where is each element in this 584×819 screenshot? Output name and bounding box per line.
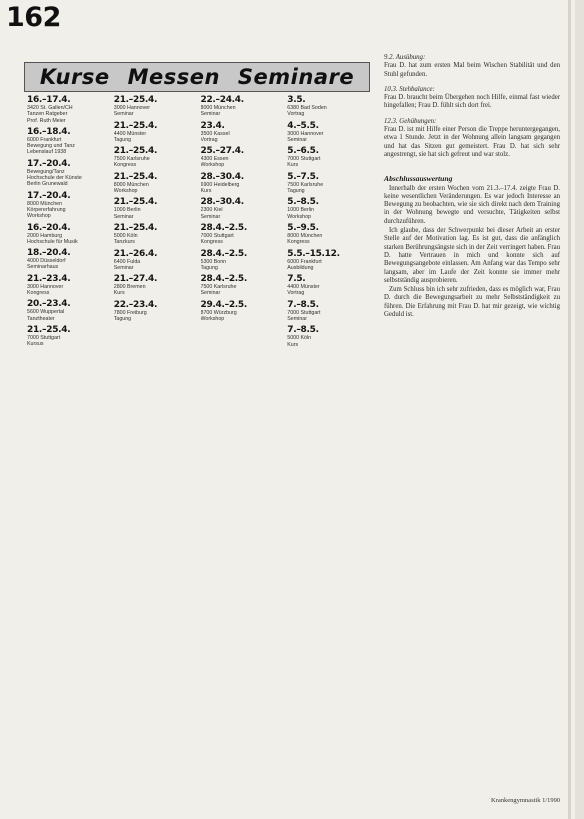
event-detail: Berlin Grunewald xyxy=(27,181,68,188)
event-date: 4.–5.5. xyxy=(287,120,319,131)
note-text: Frau D. ist mit Hilfe einer Person die Treppe heruntergegangen, etwa 1 Stunde. Jetzt in der Wohnung allein langsam gegangen und hat das Sitzen gut gemeistert. Frau D. hat sich sehr angestrengt, sie hat sich gefreut und war stolz. xyxy=(384,126,560,158)
event-detail: Tagung xyxy=(287,188,305,195)
note-label: 12.3. Gehübungen: xyxy=(384,117,437,125)
event-date: 21.–26.4. xyxy=(113,248,158,259)
event-entry xyxy=(287,223,371,246)
progress-notes xyxy=(384,54,560,159)
event-entry xyxy=(287,325,371,348)
event-date: 21.–25.4. xyxy=(113,95,158,105)
listing-column xyxy=(287,95,371,805)
event-date: 28.–30.4. xyxy=(200,197,244,208)
event-entry xyxy=(114,95,198,118)
event-detail: Kurs xyxy=(200,188,212,195)
event-date: 5.–7.5. xyxy=(287,171,319,182)
event-entry xyxy=(114,274,198,297)
event-date: 7.–8.5. xyxy=(287,299,319,310)
note-label: 10.3. Stehbalance: xyxy=(384,85,435,93)
event-detail: Tagung xyxy=(200,264,218,271)
event-detail: 7500 Karlsruhe xyxy=(113,156,150,163)
event-detail: 5000 Köln xyxy=(287,335,312,342)
event-date: 21.–25.4. xyxy=(27,324,71,335)
event-detail: Kongress xyxy=(287,239,310,246)
event-detail: Kongress xyxy=(200,239,223,246)
event-detail: 2800 Bremen xyxy=(113,284,146,291)
event-date: 17.–20.4. xyxy=(27,158,71,169)
event-date: 21.–25.4. xyxy=(113,146,158,157)
event-date: 28.–30.4. xyxy=(200,171,244,182)
event-date: 21.–27.4. xyxy=(113,274,158,285)
note-1 xyxy=(384,86,560,111)
event-date: 16.–17.4. xyxy=(27,95,71,105)
event-detail: 7800 Freiburg xyxy=(113,309,147,316)
page-footer: Krankengymnastik 1/1990 xyxy=(491,797,561,804)
article-paragraph: Zum Schluss bin ich sehr zufrieden, dass es möglich war, Frau D. durch die Bewegungsarbeit zu mehr Selbstständigkeit zu führen. Die Erfahrung mit Frau D. hat mir gezeigt, wie wichtig Geduld ist. xyxy=(384,286,560,319)
event-entry xyxy=(114,172,198,195)
event-detail: 7500 Karlsruhe xyxy=(200,284,237,291)
event-detail: Ausbildung xyxy=(287,264,314,271)
scan-edge xyxy=(568,0,571,819)
note-2 xyxy=(384,118,560,159)
event-entry xyxy=(27,248,111,271)
banner-word-kurse: Kurse xyxy=(39,65,110,89)
event-date: 16.–18.4. xyxy=(27,126,71,137)
event-detail: 3420 St. Gallen/CH xyxy=(27,105,73,111)
event-detail: 5300 Bonn xyxy=(200,258,227,265)
event-detail: Seminar xyxy=(287,136,307,143)
event-detail: 4400 Münster xyxy=(287,284,320,291)
event-entry xyxy=(287,274,371,297)
event-entry xyxy=(201,197,285,220)
event-detail: Körpererfahrung xyxy=(27,206,66,213)
article-paragraph: Innerhalb der ersten Wochen vom 21.3.–17.4. zeigte Frau D. keine wesentlichen Veränderungen. Es war jedoch Interesse an Bewegung zu beobachten, wie sie sich direkt nach dem Training in der Wohnung bewegte und versuchte, Tätigkeiten selbst durchzuführen. xyxy=(384,184,560,225)
event-detail: Seminar xyxy=(113,213,134,220)
event-date: 5.–8.5. xyxy=(287,197,319,208)
event-date: 7.5. xyxy=(287,274,306,285)
article-heading: Abschlussauswertung xyxy=(384,174,453,184)
event-entry xyxy=(287,172,371,195)
event-entry xyxy=(27,325,111,348)
event-detail: 7000 Stuttgart xyxy=(27,334,61,341)
listing-column xyxy=(201,95,285,805)
event-detail: Workshop xyxy=(287,213,311,220)
event-entry xyxy=(114,223,198,246)
event-date: 7.–8.5. xyxy=(287,325,319,336)
event-date: 17.–20.4. xyxy=(27,190,71,201)
event-date: 25.–27.4. xyxy=(200,146,244,157)
event-detail: Tanzen Ratgeber xyxy=(27,111,68,118)
event-detail: Kurs xyxy=(113,290,125,297)
event-entry xyxy=(27,127,111,156)
event-detail: Prof. Ruth Meier xyxy=(27,117,66,124)
event-entry xyxy=(201,146,285,169)
event-detail: 7000 Stuttgart xyxy=(287,156,321,163)
event-entry xyxy=(287,95,371,118)
event-detail: Workshop xyxy=(113,188,138,195)
event-entry xyxy=(201,249,285,272)
event-detail: Vortrag xyxy=(287,111,305,118)
event-detail: 4300 Essen xyxy=(200,156,229,163)
event-entry xyxy=(201,172,285,195)
event-detail: Workshop xyxy=(200,162,225,169)
event-detail: 6400 Fulda xyxy=(113,258,141,265)
note-0 xyxy=(384,54,560,79)
event-detail: Tanztheater xyxy=(27,315,55,322)
event-entry xyxy=(287,146,371,169)
banner-word-messen: Messen xyxy=(127,65,220,89)
event-entry xyxy=(287,249,371,272)
note-label: 9.2. Ausübung: xyxy=(384,54,426,61)
event-detail: Workshop xyxy=(27,213,51,220)
event-date: 21.–25.4. xyxy=(113,171,158,182)
event-date: 5.–9.5. xyxy=(287,222,319,233)
event-detail: Seminar xyxy=(113,264,134,271)
event-detail: 6380 Bad Soden xyxy=(287,105,327,111)
event-entry xyxy=(201,300,285,323)
event-date: 5.–6.5. xyxy=(287,146,319,157)
event-date: 28.4.–2.5. xyxy=(200,248,247,259)
event-entry xyxy=(201,95,285,118)
event-detail: Bewegung/Tanz xyxy=(27,168,65,175)
event-entry xyxy=(201,121,285,144)
event-detail: Kongress xyxy=(113,162,137,169)
event-detail: 4000 Düsseldorf xyxy=(27,258,66,265)
event-date: 16.–20.4. xyxy=(27,222,71,233)
event-detail: Seminar xyxy=(200,213,221,220)
article-body xyxy=(384,185,560,320)
event-detail: 2000 Hamburg xyxy=(27,232,63,239)
event-detail: Tagung xyxy=(113,316,132,323)
event-entry xyxy=(27,299,111,322)
event-entry xyxy=(114,197,198,220)
scan-edge-margin xyxy=(575,0,584,819)
event-date: 20.–23.4. xyxy=(27,299,71,310)
section-banner xyxy=(24,62,370,92)
event-detail: 8700 Würzburg xyxy=(200,309,237,316)
event-listing xyxy=(27,95,371,805)
event-detail: Kurs xyxy=(287,162,299,169)
event-entry xyxy=(114,300,198,323)
listing-column xyxy=(114,95,198,805)
event-date: 5.5.–15.12. xyxy=(287,248,340,259)
event-detail: 5000 Köln xyxy=(113,232,138,239)
event-detail: Workshop xyxy=(200,316,225,323)
event-entry xyxy=(114,249,198,272)
event-detail: 8000 München xyxy=(113,181,149,188)
event-entry xyxy=(27,191,111,220)
event-detail: 2300 Kiel xyxy=(200,207,223,214)
note-text: Frau D. hat zum ersten Mal beim Wischen Stabilität und den Stuhl gefunden. xyxy=(384,62,560,78)
note-text: Frau D. braucht beim Übergehen noch Hilfe, einmal fast wieder hingefallen; Frau D. fühlt sich dort frei. xyxy=(384,94,560,110)
event-detail: Tagung xyxy=(113,136,132,143)
event-entry xyxy=(114,146,198,169)
event-date: 22.–24.4. xyxy=(200,95,244,105)
event-date: 29.4.–2.5. xyxy=(200,299,247,310)
event-entry xyxy=(27,95,111,124)
event-entry xyxy=(287,300,371,323)
event-detail: Vortrag xyxy=(287,290,305,297)
event-date: 21.–25.4. xyxy=(113,120,158,131)
event-entry xyxy=(27,274,111,297)
event-entry xyxy=(287,197,371,220)
event-detail: Bewegung und Tanz xyxy=(27,143,75,150)
event-date: 28.4.–2.5. xyxy=(200,274,247,285)
event-date: 21.–23.4. xyxy=(27,273,71,284)
event-date: 28.4.–2.5. xyxy=(200,222,247,233)
listing-column xyxy=(27,95,111,805)
event-date: 21.–25.4. xyxy=(113,197,158,208)
event-detail: 6000 Frankfurt xyxy=(287,258,322,265)
event-detail: Hochschule der Künste xyxy=(27,175,82,182)
event-detail: Tanzkurs xyxy=(113,239,135,246)
event-detail: Vortrag xyxy=(200,136,218,143)
event-detail: 3500 Kassel xyxy=(200,130,230,137)
event-detail: Kongress xyxy=(27,290,50,297)
banner-word-seminare: Seminare xyxy=(237,65,355,89)
event-detail: 7000 Stuttgart xyxy=(200,232,234,239)
event-detail: 7500 Karlsruhe xyxy=(287,181,324,188)
event-detail: Seminar xyxy=(113,111,134,118)
event-detail: 5600 Wuppertal xyxy=(27,309,65,316)
event-detail: 1000 Berlin xyxy=(287,207,315,214)
event-detail: 7000 Stuttgart xyxy=(287,309,321,316)
event-entry xyxy=(287,121,371,144)
event-entry xyxy=(27,223,111,246)
event-date: 23.4. xyxy=(200,120,225,131)
event-detail: 3000 Hannover xyxy=(27,283,64,290)
event-entry xyxy=(114,121,198,144)
event-detail: 8000 München xyxy=(27,200,63,207)
event-detail: Seminar xyxy=(287,316,307,323)
event-detail: Seminarhaus xyxy=(27,264,59,271)
article-paragraph: Ich glaube, dass der Schwerpunkt bei dieser Arbeit an erster Stelle auf der Motivation lag. Es ist gut, dass die anfänglich starken Berührungsängste sich in der Zeit verringert haben. Frau D. hatte Vertrauen in mich und konnte sich auf Bewegungsangebote einlassen. Am Anfang war das Tempo sehr langsam, aber im Laufe der Zeit konnte sie immer mehr selbstständig ausprobieren. xyxy=(384,227,560,284)
event-detail: Seminar xyxy=(200,111,221,118)
article-column xyxy=(384,54,560,320)
event-date: 3.5. xyxy=(287,95,306,105)
event-entry xyxy=(201,274,285,297)
event-detail: Hochschule für Musik xyxy=(27,238,78,245)
event-detail: 6000 Frankfurt xyxy=(27,136,62,143)
event-detail: Lebenslauf 1938 xyxy=(27,149,67,156)
event-date: 18.–20.4. xyxy=(27,248,71,259)
event-detail: Seminar xyxy=(200,290,221,297)
event-detail: 3000 Hannover xyxy=(287,130,324,137)
event-detail: 6900 Heidelberg xyxy=(200,181,240,188)
event-entry xyxy=(201,223,285,246)
event-date: 22.–23.4. xyxy=(113,299,158,310)
event-detail: 1000 Berlin xyxy=(113,207,141,214)
event-detail: Kurs xyxy=(287,341,299,348)
page-number: 162 xyxy=(6,2,61,33)
event-detail: 8000 München xyxy=(287,232,323,239)
event-detail: 8000 München xyxy=(200,105,236,111)
event-detail: Kursus xyxy=(27,341,44,348)
event-detail: 3000 Hannover xyxy=(113,105,150,111)
event-date: 21.–25.4. xyxy=(113,222,158,233)
event-entry xyxy=(27,159,111,188)
event-detail: 4400 Münster xyxy=(113,130,147,137)
